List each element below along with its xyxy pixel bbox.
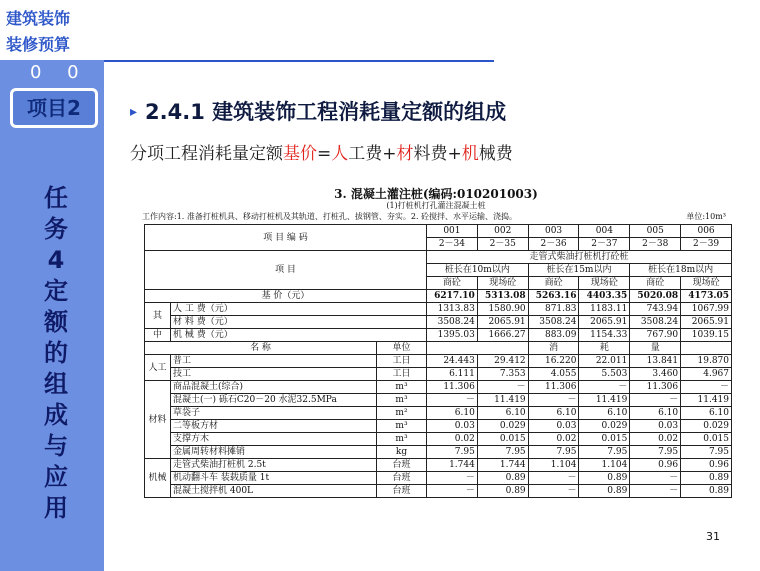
quota-number-cell: 2－38: [630, 238, 681, 251]
zhong-label: 中: [145, 329, 171, 342]
resource-value: 6.10: [681, 407, 732, 420]
item-label: 项 目: [145, 251, 427, 290]
formula-line: [130, 139, 513, 164]
resource-value: 0.89: [579, 472, 630, 485]
resource-row: [145, 485, 732, 498]
length-cell: 桩长在18m以内: [630, 264, 732, 277]
formula-part: 工费+: [348, 144, 397, 164]
resource-value: －: [630, 472, 681, 485]
resource-unit: 工日: [377, 368, 427, 381]
resource-value: －: [528, 472, 579, 485]
consumption-header: 消: [528, 342, 579, 355]
code-cell: 001: [427, 225, 478, 238]
resource-name: 金属周转材料摊销: [171, 446, 377, 459]
brand-logo: [0, 0, 104, 60]
component-value: 1154.33: [579, 329, 630, 342]
resource-value: －: [579, 381, 630, 394]
vertical-title-char: 与: [44, 432, 68, 460]
vertical-title-char: 4: [47, 246, 65, 274]
code-cell: 003: [528, 225, 579, 238]
brand-line-2: 装修预算: [6, 35, 71, 54]
base-price-row: [145, 290, 732, 303]
component-value: 1039.15: [681, 329, 732, 342]
heading-text: 2.4.1 建筑装饰工程消耗量定额的组成: [145, 100, 507, 124]
resource-value: 4.967: [681, 368, 732, 381]
resource-value: 1.104: [579, 459, 630, 472]
resource-value: 0.015: [681, 433, 732, 446]
work-content: [142, 211, 726, 222]
resource-value: 3.460: [630, 368, 681, 381]
vertical-title-char: 成: [44, 401, 68, 429]
group-label: 材料: [145, 381, 171, 459]
binder-rings: 0 0: [30, 62, 89, 83]
component-label: 机 械 费（元）: [171, 329, 427, 342]
resource-value: 0.029: [579, 420, 630, 433]
resource-row: [145, 459, 732, 472]
resource-value: 11.419: [579, 394, 630, 407]
vertical-title-char: 任: [44, 184, 68, 212]
resource-value: 0.02: [630, 433, 681, 446]
resource-value: 0.89: [681, 472, 732, 485]
resource-value: 7.95: [681, 446, 732, 459]
formula-part: =: [317, 144, 332, 164]
resource-value: 16.220: [528, 355, 579, 368]
group-label: 机械: [145, 459, 171, 498]
component-value: 883.09: [528, 329, 579, 342]
page-number: 31: [706, 530, 720, 543]
component-value: 3508.24: [630, 316, 681, 329]
group-label: 人工: [145, 355, 171, 381]
quota-number-cell: 2－37: [579, 238, 630, 251]
quota-number-cell: 2－39: [681, 238, 732, 251]
resource-value: 0.89: [579, 485, 630, 498]
resource-unit: m³: [377, 433, 427, 446]
resource-value: 24.443: [427, 355, 478, 368]
resource-value: －: [427, 472, 478, 485]
base-price-cell: 5263.16: [528, 290, 579, 303]
base-price-cell: 5020.08: [630, 290, 681, 303]
unit-header: 单位: [377, 342, 427, 355]
resource-name: 混凝土搅拌机 400L: [171, 485, 377, 498]
formula-part: 料费+: [413, 144, 462, 164]
resource-row: [145, 407, 732, 420]
name-header: 名 称: [145, 342, 377, 355]
resource-name: 普工: [171, 355, 377, 368]
resource-value: 6.10: [427, 407, 478, 420]
unit-label: 单位:10m³: [686, 212, 726, 221]
resource-value: 1.744: [427, 459, 478, 472]
resource-unit: m³: [377, 394, 427, 407]
item-code-label: 项 目 编 码: [145, 225, 427, 251]
concrete-cell: 商砼: [528, 277, 579, 290]
formula-highlight: 基价: [283, 144, 317, 164]
resource-value: 13.841: [630, 355, 681, 368]
vertical-title-char: 组: [44, 370, 68, 398]
resource-unit: m³: [377, 381, 427, 394]
resource-value: 0.015: [579, 433, 630, 446]
quota-number-cell: 2－36: [528, 238, 579, 251]
concrete-cell: 现场砼: [477, 277, 528, 290]
resource-unit: m²: [377, 407, 427, 420]
blank-header: [427, 342, 529, 355]
consumption-header: 耗: [579, 342, 630, 355]
qi-label: 其: [145, 303, 171, 329]
resource-value: 7.95: [528, 446, 579, 459]
code-cell: 004: [579, 225, 630, 238]
component-value: 743.94: [630, 303, 681, 316]
length-cell: 桩长在10m以内: [427, 264, 529, 277]
formula-highlight: 材: [396, 144, 414, 164]
brand-line-1: 建筑装饰: [6, 9, 71, 28]
vertical-title: [38, 183, 74, 524]
resource-value: 11.419: [477, 394, 528, 407]
component-row: [145, 303, 732, 316]
method-cell: 走管式柴油打桩机打砼桩: [427, 251, 732, 264]
resource-value: 0.96: [630, 459, 681, 472]
component-value: 1313.83: [427, 303, 478, 316]
resource-value: －: [528, 485, 579, 498]
vertical-title-char: 用: [44, 494, 68, 522]
component-value: 871.83: [528, 303, 579, 316]
resource-value: 7.95: [630, 446, 681, 459]
code-cell: 005: [630, 225, 681, 238]
resource-value: －: [681, 381, 732, 394]
resource-value: 19.870: [681, 355, 732, 368]
bullet-icon: ▸: [130, 104, 138, 120]
resource-name: 机动翻斗车 装载质量 1t: [171, 472, 377, 485]
base-price-cell: 4403.35: [579, 290, 630, 303]
project-label: 项目2: [10, 88, 98, 128]
resource-value: 6.10: [477, 407, 528, 420]
resource-value: 11.419: [681, 394, 732, 407]
resource-row: [145, 420, 732, 433]
resource-name: 混凝土(一) 砾石C20－20 水泥32.5MPa: [171, 394, 377, 407]
component-value: 767.90: [630, 329, 681, 342]
resource-value: 1.104: [528, 459, 579, 472]
resource-value: 7.95: [427, 446, 478, 459]
resource-value: －: [427, 394, 478, 407]
resource-unit: 台班: [377, 472, 427, 485]
resource-unit: 台班: [377, 459, 427, 472]
doc-subtitle: (1)打桩机打孔灌注混凝土桩: [386, 201, 486, 210]
vertical-title-char: 务: [44, 215, 68, 243]
concrete-cell: 现场砼: [579, 277, 630, 290]
component-row: [145, 329, 732, 342]
method-row: [145, 251, 732, 264]
base-price-cell: 4173.05: [681, 290, 732, 303]
resource-value: －: [630, 485, 681, 498]
resource-value: 11.306: [528, 381, 579, 394]
component-value: 2065.91: [579, 316, 630, 329]
resource-row: [145, 355, 732, 368]
resource-value: 7.95: [579, 446, 630, 459]
component-value: 1183.11: [579, 303, 630, 316]
concrete-cell: 商砼: [427, 277, 478, 290]
resource-value: 0.96: [681, 459, 732, 472]
component-label: 材 料 费（元）: [171, 316, 427, 329]
resource-value: 6.10: [579, 407, 630, 420]
doc-title: 3. 混凝土灌注桩(编码:010201003): [334, 187, 538, 201]
base-price-cell: 5313.08: [477, 290, 528, 303]
consumption-header: 量: [630, 342, 681, 355]
resource-row: [145, 368, 732, 381]
component-value: 1666.27: [477, 329, 528, 342]
resource-name: 二等板方材: [171, 420, 377, 433]
resource-value: 11.306: [630, 381, 681, 394]
resource-value: 1.744: [477, 459, 528, 472]
resource-value: 0.02: [528, 433, 579, 446]
resource-value: 0.029: [681, 420, 732, 433]
formula-part: 分项工程消耗量定额: [130, 144, 283, 164]
resource-value: 4.055: [528, 368, 579, 381]
resource-value: 6.111: [427, 368, 478, 381]
header-divider: [104, 60, 494, 62]
resource-value: 0.03: [630, 420, 681, 433]
component-value: 2065.91: [477, 316, 528, 329]
code-cell: 002: [477, 225, 528, 238]
component-value: 3508.24: [528, 316, 579, 329]
resource-row: [145, 472, 732, 485]
consumption-header-row: [145, 342, 732, 355]
code-cell: 006: [681, 225, 732, 238]
component-label: 人 工 费（元）: [171, 303, 427, 316]
work-text: 工作内容:1. 准备打桩机具、移动打桩机及其轨道、打桩孔、拔钢管、夯实。2. 砼搅拌、水平运输、浇捣。: [142, 212, 518, 221]
code-row: [145, 225, 732, 238]
formula-highlight: 机: [461, 144, 479, 164]
concrete-cell: 现场砼: [681, 277, 732, 290]
quota-number-cell: 2－35: [477, 238, 528, 251]
resource-unit: kg: [377, 446, 427, 459]
resource-value: 6.10: [528, 407, 579, 420]
resource-value: 0.03: [427, 420, 478, 433]
resource-unit: 工日: [377, 355, 427, 368]
component-row: [145, 316, 732, 329]
resource-value: 5.503: [579, 368, 630, 381]
component-value: 1067.99: [681, 303, 732, 316]
length-cell: 桩长在15m以内: [528, 264, 630, 277]
base-price-label: 基 价（元）: [145, 290, 427, 303]
resource-name: 商品混凝土(综合): [171, 381, 377, 394]
resource-value: 29.412: [477, 355, 528, 368]
resource-value: 0.89: [477, 472, 528, 485]
resource-unit: 台班: [377, 485, 427, 498]
resource-unit: m³: [377, 420, 427, 433]
resource-value: 7.95: [477, 446, 528, 459]
component-value: 2065.91: [681, 316, 732, 329]
quota-table: [144, 224, 732, 498]
vertical-title-char: 定: [44, 277, 68, 305]
resource-value: 0.029: [477, 420, 528, 433]
base-price-cell: 6217.10: [427, 290, 478, 303]
resource-value: －: [528, 394, 579, 407]
resource-value: 7.353: [477, 368, 528, 381]
resource-value: 0.03: [528, 420, 579, 433]
concrete-cell: 商砼: [630, 277, 681, 290]
blank-header: [681, 342, 732, 355]
quota-number-cell: 2－34: [427, 238, 478, 251]
resource-value: 6.10: [630, 407, 681, 420]
resource-value: 0.89: [681, 485, 732, 498]
resource-row: [145, 446, 732, 459]
vertical-title-char: 应: [44, 463, 68, 491]
resource-value: 0.02: [427, 433, 478, 446]
vertical-title-char: 的: [44, 339, 68, 367]
resource-row: [145, 433, 732, 446]
formula-part: 械费: [478, 144, 513, 164]
resource-value: －: [427, 485, 478, 498]
section-heading: [130, 96, 506, 126]
resource-name: 走管式柴油打桩机 2.5t: [171, 459, 377, 472]
vertical-title-char: 额: [44, 308, 68, 336]
resource-value: 0.89: [477, 485, 528, 498]
quota-document: [136, 180, 736, 540]
resource-name: 支撑方木: [171, 433, 377, 446]
resource-value: －: [477, 381, 528, 394]
resource-row: [145, 381, 732, 394]
resource-name: 草袋子: [171, 407, 377, 420]
component-value: 1580.90: [477, 303, 528, 316]
resource-value: 22.011: [579, 355, 630, 368]
resource-value: 11.306: [427, 381, 478, 394]
formula-highlight: 人: [331, 144, 349, 164]
resource-value: 0.015: [477, 433, 528, 446]
component-value: 3508.24: [427, 316, 478, 329]
resource-row: [145, 394, 732, 407]
resource-value: －: [630, 394, 681, 407]
component-value: 1395.03: [427, 329, 478, 342]
resource-name: 技工: [171, 368, 377, 381]
